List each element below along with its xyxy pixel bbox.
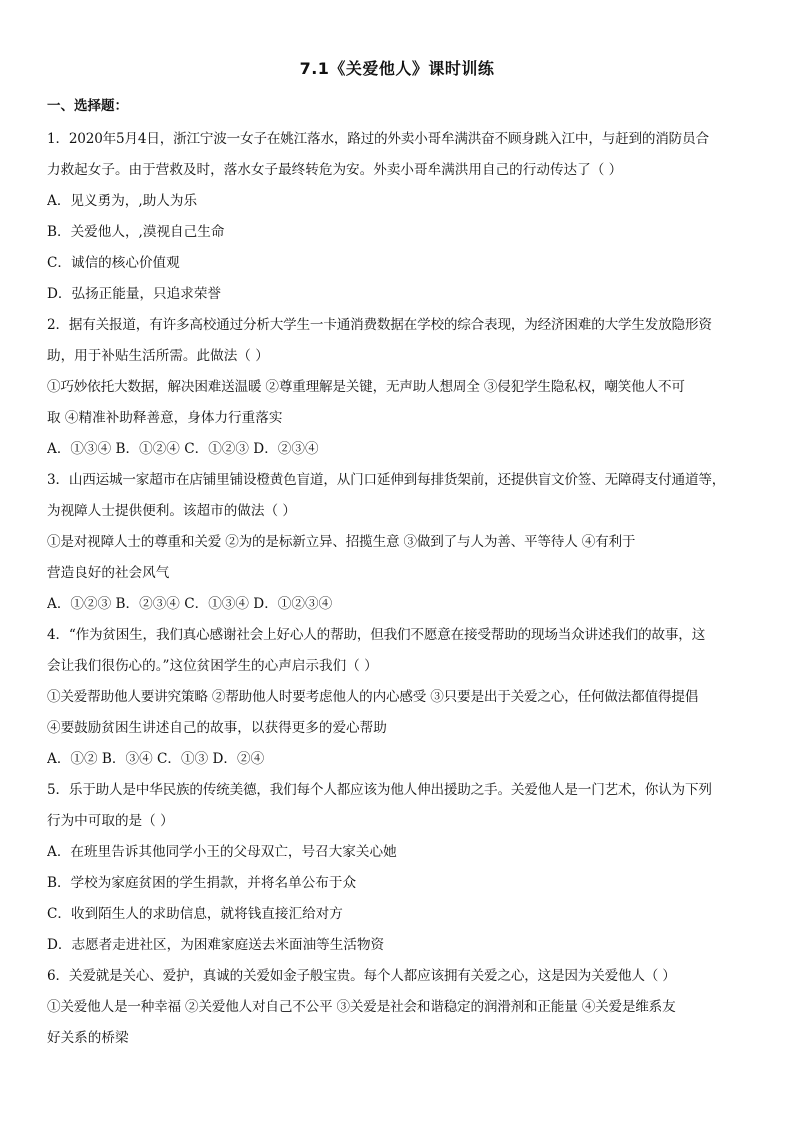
q2-options: A．①③④ B．①②④ C．①②③ D．②③④: [47, 441, 319, 457]
q3-statements-line-2: 营造良好的社会风气: [47, 565, 170, 581]
q1-option-b: B．关爱他人，,漠视自己生命: [47, 224, 225, 240]
q1-stem-line-1: 1．2020年5月4日，浙江宁波一女子在姚江落水，路过的外卖小哥牟满洪奋不顾身跳入江中，与赶到的消防员合: [47, 131, 709, 147]
q1-option-d: D．弘扬正能量，只追求荣誉: [47, 286, 222, 302]
q3-statements-line-1: ①是对视障人士的尊重和关爱 ②为的是标新立异、招揽生意 ③做到了与人为善、平等待人 ④有利于: [47, 534, 636, 550]
q3-stem-line-2: 为视障人士提供便利。该超市的做法（ ）: [47, 503, 297, 519]
q3-options: A．①②③ B．②③④ C．①③④ D．①②③④: [47, 596, 333, 612]
q2-stem-line-1: 2．据有关报道，有许多高校通过分析大学生一卡通消费数据在学校的综合表现，为经济困难的大学生发放隐形资: [47, 317, 712, 333]
q4-stem-line-2: 会让我们很伤心的。”这位贫困学生的心声启示我们（ ）: [47, 658, 378, 674]
q5-stem-line-2: 行为中可取的是（ ）: [47, 813, 174, 829]
q2-stem-line-2: 助，用于补贴生活所需。此做法（ ）: [47, 348, 269, 364]
q1-option-a: A．见义勇为，,助人为乐: [47, 193, 198, 209]
q1-stem-line-2: 力救起女子。由于营救及时，落水女子最终转危为安。外卖小哥牟满洪用自己的行动传达了（ ）: [47, 162, 623, 178]
q4-statements-line-1: ①关爱帮助他人要讲究策略 ②帮助他人时要考虑他人的内心感受 ③只要是出于关爱之心，任何做法都值得提倡: [47, 689, 699, 705]
q4-statements-line-2: ④要鼓励贫困生讲述自己的故事，以获得更多的爱心帮助: [47, 720, 387, 736]
q3-stem-line-1: 3．山西运城一家超市在店铺里铺设橙黄色盲道，从门口延伸到每排货架前，还提供盲文价签、无障碍支付通道等，: [47, 472, 726, 488]
q1-option-c: C．诚信的核心价值观: [47, 255, 180, 271]
q2-statements-line-2: 取 ④精准补助释善意，身体力行重落实: [47, 410, 283, 426]
q4-options: A．①② B．③④ C．①③ D．②④: [47, 751, 265, 767]
section-heading: 一、选择题：: [47, 98, 128, 114]
q6-statements-line-1: ①关爱他人是一种幸福 ②关爱他人对自己不公平 ③关爱是社会和谐稳定的润滑剂和正能量 ④关爱是维系友: [47, 999, 676, 1015]
q6-stem: 6．关爱就是关心、爱护，真诚的关爱如金子般宝贵。每个人都应该拥有关爱之心，这是因为关爱他人（ ）: [47, 968, 676, 984]
q5-stem-line-1: 5．乐于助人是中华民族的传统美德，我们每个人都应该为他人伸出援助之手。关爱他人是一门艺术，你认为下列: [47, 782, 712, 798]
q5-option-a: A．在班里告诉其他同学小王的父母双亡，号召大家关心她: [47, 844, 397, 860]
q5-option-b: B．学校为家庭贫困的学生捐款，并将名单公布于众: [47, 875, 357, 891]
q2-statements-line-1: ①巧妙依托大数据，解决困难送温暖 ②尊重理解是关键，无声助人想周全 ③侵犯学生隐私权，嘲笑他人不可: [47, 379, 685, 395]
document-title: 7.1《关爱他人》课时训练: [299, 59, 495, 78]
q6-statements-line-2: 好关系的桥梁: [47, 1030, 129, 1046]
q4-stem-line-1: 4．“作为贫困生，我们真心感谢社会上好心人的帮助，但我们不愿意在接受帮助的现场当众讲述我们的故事，这: [47, 627, 706, 643]
question-body: [47, 124, 751, 1054]
q5-option-c: C．收到陌生人的求助信息，就将钱直接汇给对方: [47, 906, 343, 922]
q5-option-d: D．志愿者走进社区，为困难家庭送去米面油等生活物资: [47, 937, 385, 953]
